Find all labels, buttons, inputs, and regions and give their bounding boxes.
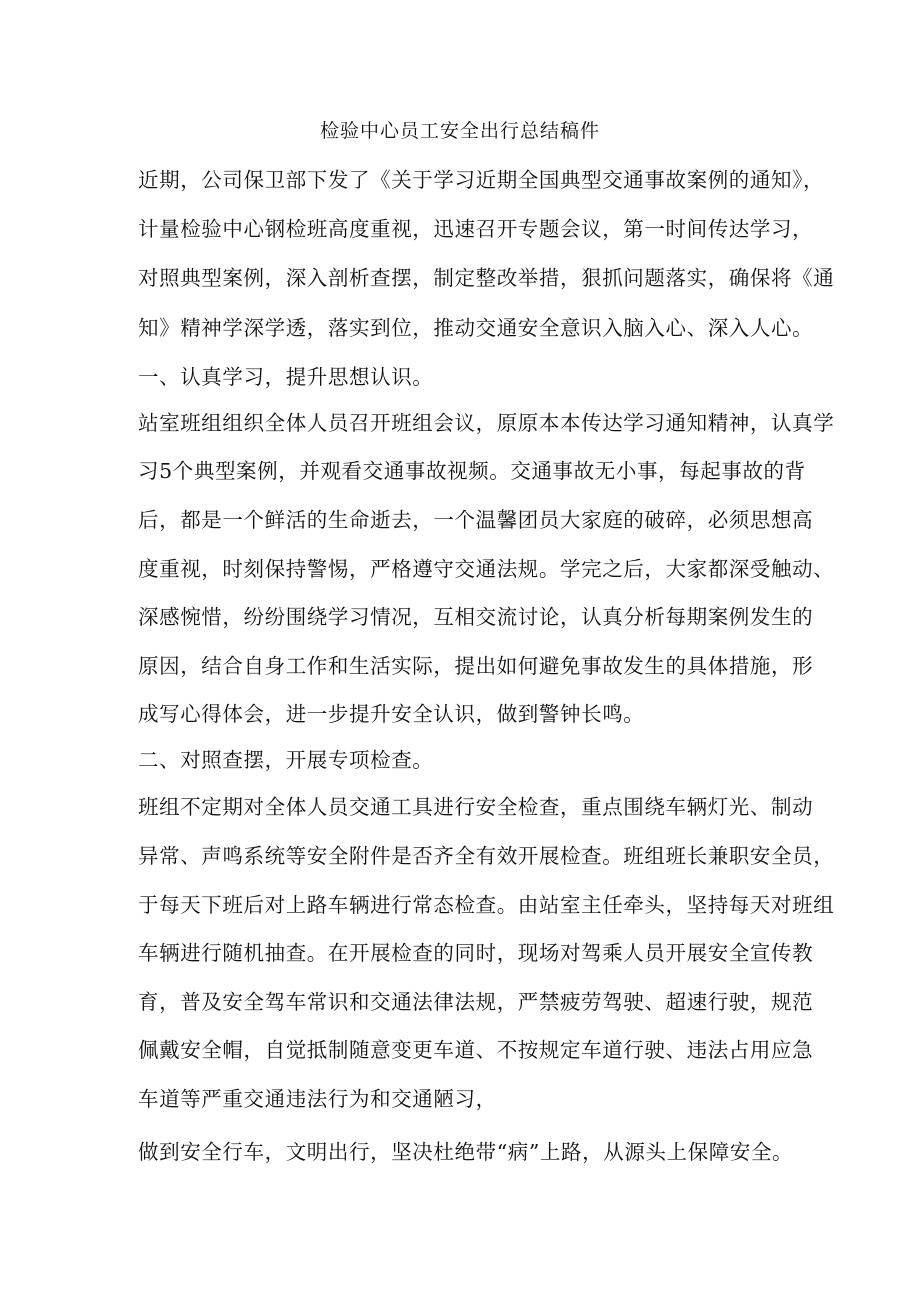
text-line: 班组不定期对全体人员交通工具进行安全检查，重点围绕车辆灯光、制动 — [138, 795, 814, 819]
text-line: 佩戴安全帽，自觉抵制随意变更车道、不按规定车道行驶、违法占用应急 — [138, 1038, 814, 1062]
text-line: 原因，结合自身工作和生活实际，提出如何避免事故发生的具体措施，形 — [138, 654, 814, 678]
text-line: 育，普及安全驾车常识和交通法律法规，严禁疲劳驾驶、超速行驶，规范 — [138, 990, 814, 1014]
section-heading: 一、认真学习，提升思想认识。 — [138, 365, 434, 389]
text-line: 站室班组组织全体人员召开班组会议，原原本本传达学习通知精神，认真学 — [138, 411, 835, 435]
text-line: 于每天下班后对上路车辆进行常态检查。由站室主任牵头，坚持每天对班组 — [138, 893, 835, 917]
text-line: 成写心得体会，进一步提升安全认识，做到警钟长鸣。 — [138, 702, 645, 726]
text-line: 近期，公司保卫部下发了《关于学习近期全国典型交通事故案例的通知》， — [138, 168, 825, 192]
text-line: 知》精神学深学透，落实到位，推动交通安全意识入脑入心、深入人心。 — [138, 316, 814, 340]
text-line: 对照典型案例，深入剖析查摆，制定整改举措，狠抓问题落实，确保将《通 — [138, 266, 835, 290]
text-line: 后，都是一个鲜活的生命逝去，一个温馨团员大家庭的破碎，必须思想高 — [138, 508, 814, 532]
text-line: 做到安全行车，文明出行，坚决杜绝带“病”上路，从源头上保障安全。 — [138, 1140, 794, 1164]
text-line: 深感惋惜，纷纷围绕学习情况，互相交流讨论，认真分析每期案例发生的 — [138, 605, 814, 629]
text-line: 计量检验中心钢检班高度重视，迅速召开专题会议，第一时间传达学习， — [138, 217, 814, 241]
text-line: 车辆进行随机抽查。在开展检查的同时，现场对驾乘人员开展安全宣传教 — [138, 941, 814, 965]
text-line: 异常、声鸣系统等安全附件是否齐全有效开展检查。班组班长兼职安全员， — [138, 844, 835, 868]
text-line: 习5个典型案例，并观看交通事故视频。交通事故无小事，每起事故的背 — [138, 459, 806, 483]
text-line: 度重视，时刻保持警惕，严格遵守交通法规。学完之后，大家都深受触动、 — [138, 557, 835, 581]
document-title: 检验中心员工安全出行总结稿件 — [319, 120, 600, 142]
section-heading: 二、对照查摆，开展专项检查。 — [138, 748, 434, 772]
text-line: 车道等严重交通违法行为和交通陋习， — [138, 1087, 497, 1111]
